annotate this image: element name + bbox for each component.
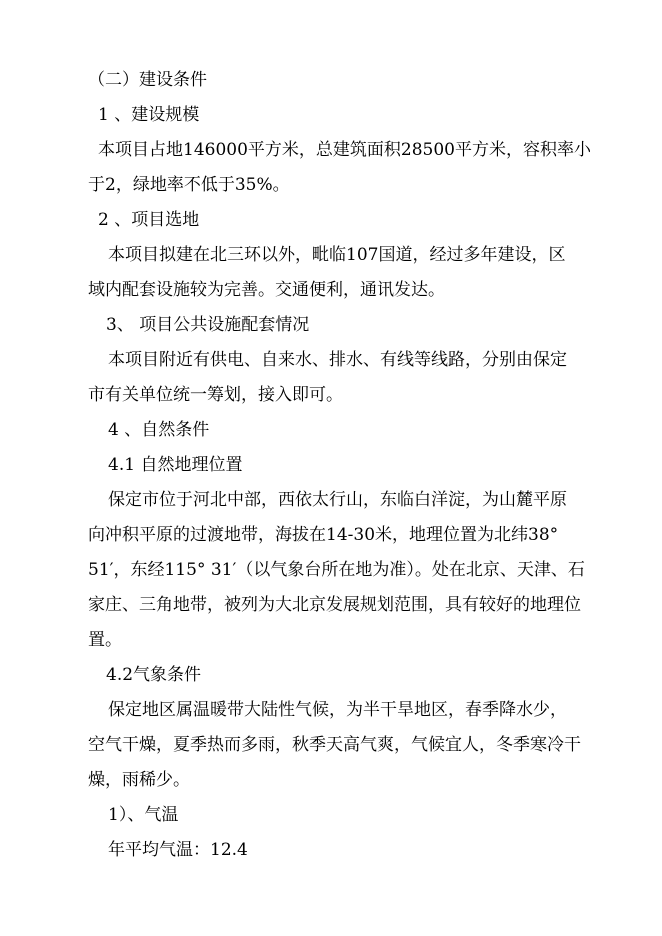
subsection-heading: 2 、项目选地 [98,210,200,230]
paragraph-line: 域内配套设施较为完善。交通便利，通讯发达。 [88,280,445,300]
subsection-heading: 1）、气温 [108,805,179,825]
paragraph-line: 家庄、三角地带，被列为大北京发展规划范围，具有较好的地理位 [88,595,581,615]
subsection-heading: 4.2气象条件 [106,665,202,685]
section-heading: （二）建设条件 [88,70,207,90]
paragraph-line: 51′，东经115° 31′（以气象台所在地为准）。处在北京、天津、石 [88,560,585,580]
subsection-heading: 1 、建设规模 [98,105,200,125]
paragraph-line: 保定地区属温暖带大陆性气候，为半干旱地区，春季降水少， [108,700,567,720]
subsection-heading: 4.1 自然地理位置 [108,455,243,475]
paragraph-line: 本项目拟建在北三环以外，毗临107国道，经过多年建设，区 [108,245,566,265]
paragraph-line: 向冲积平原的过渡地带，海拔在14-30米，地理位置为北纬38° [88,525,559,545]
subsection-heading: 4 、自然条件 [108,420,210,440]
paragraph-line: 年平均气温：12.4 [108,840,248,860]
paragraph-line: 于2，绿地率不低于35%。 [88,175,290,195]
paragraph-line: 空气干燥，夏季热而多雨，秋季天高气爽，气候宜人，冬季寒冷干 [88,735,581,755]
subsection-heading: 3、 项目公共设施配套情况 [106,315,310,335]
paragraph-line: 市有关单位统一筹划，接入即可。 [88,385,343,405]
paragraph-line: 本项目附近有供电、自来水、排水、有线等线路，分别由保定 [108,350,567,370]
paragraph-line: 本项目占地146000平方米，总建筑面积28500平方米，容积率小 [98,140,591,160]
paragraph-line: 燥，雨稀少。 [88,770,190,790]
paragraph-line: 置。 [88,630,122,650]
paragraph-line: 保定市位于河北中部，西依太行山，东临白洋淀，为山麓平原 [108,490,567,510]
